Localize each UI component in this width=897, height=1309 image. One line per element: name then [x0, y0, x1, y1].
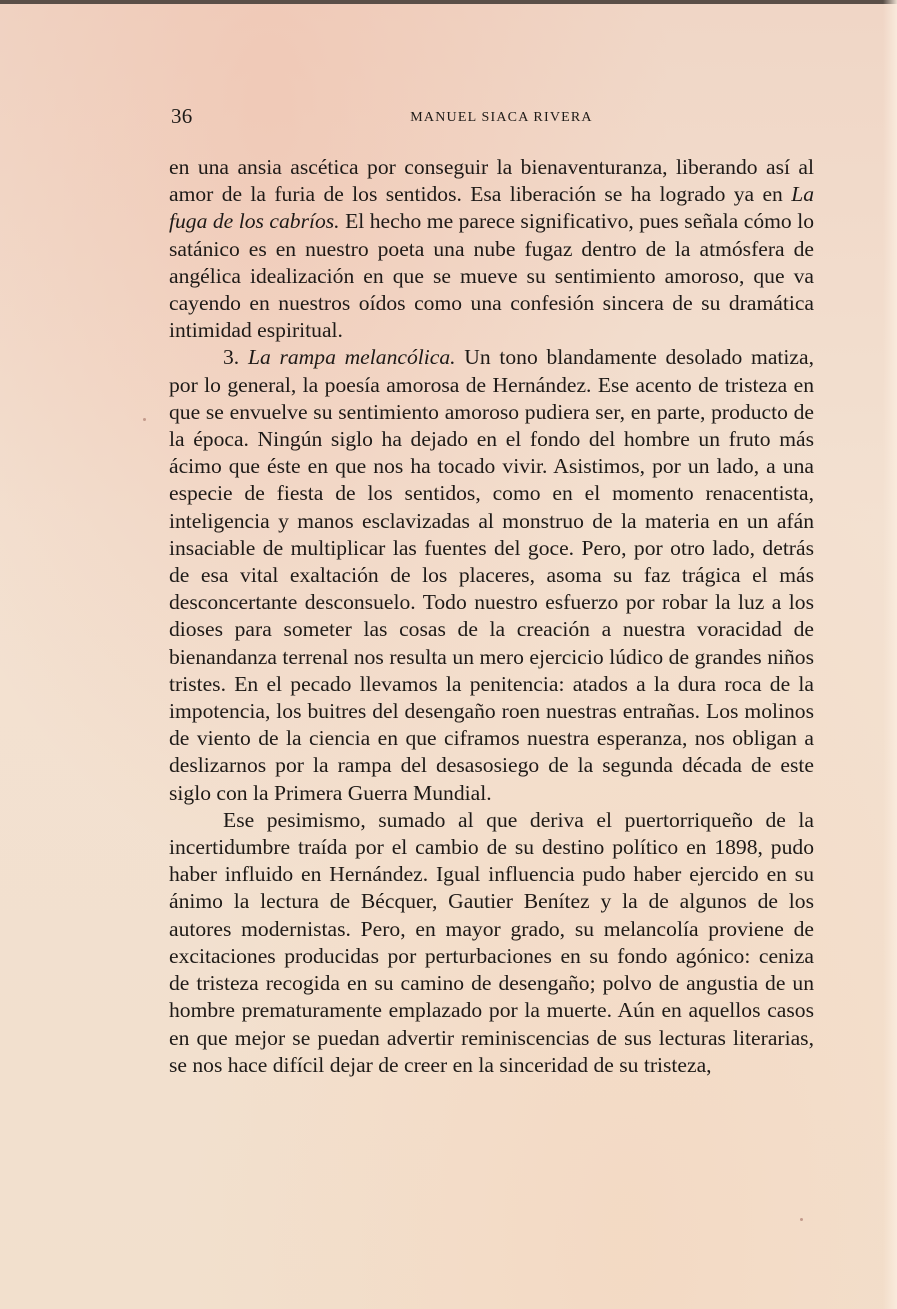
running-head [169, 100, 814, 140]
paragraph-2-text: Un tono blandamente desolado matiza, por lo general, la poesía amorosa de Hernández. Ese acento de tristeza en que se envuelve su sentimiento amoroso pudiera ser, en parte, producto de la época. Ningún siglo ha dejado en el fondo del hombre un fruto más ácimo que éste en que nos ha tocado vivir. Asistimos, por un lado, a una especie de fiesta de los sentidos, como en el momento renacentista, inteligencia y manos esclavizadas al monstruo de la materia en un afán insaciable de multiplicar las fuentes del goce. Pero, por otro lado, detrás de esa vital exaltación de los placeres, asoma su faz trágica el más desconcertante desconsuelo. Todo nuestro esfuerzo por robar la luz a los dioses para someter las cosas de la creación a nuestra voracidad de bienandanza terrenal nos resulta un mero ejercicio lúdico de grandes niños tristes. En el pecado llevamos la penitencia: atados a la dura roca de la impotencia, los buitres del desengaño roen nuestras entrañas. Los molinos de viento de la ciencia en que ciframos nuestra esperanza, nos obligan a deslizarnos por la rampa del desasosiego de la segunda década de este siglo con la Primera Guerra Mundial. [169, 345, 814, 805]
paragraph-1-text-b: El hecho me parece significativo, pues señala cómo lo satánico es en nuestro poeta una nube fugaz dentro de la atmósfera de angélica idealización en que se mueve su sentimiento amoroso, que va cayendo en nuestros oídos como una confesión sincera de su dramática intimidad espiritual. [169, 209, 814, 343]
page-right-edge [883, 0, 897, 1309]
paragraph-2 [169, 344, 814, 806]
section-heading: La rampa melancólica. [247, 345, 456, 370]
paragraph-3: Ese pesimismo, sumado al que deriva el puertorriqueño de la incertidumbre traída por el cambio de su destino político en 1898, pudo haber influido en Hernández. Igual influencia pudo haber ejercido en su ánimo la lectura de Bécquer, Gautier Benítez y la de algunos de los autores modernistas. Pero, en mayor grado, su melancolía proviene de excitaciones producidas por perturbaciones en su fondo agónico: ceniza de tristeza recogida en su camino de desengaño; polvo de angustia de un hombre prematuramente emplazado por la muerte. Aún en aquellos casos en que mejor se puedan advertir reminiscencias de sus lecturas literarias, se nos hace difícil dejar de creer en la sinceridad de su tristeza, [169, 807, 814, 1077]
paragraph-1 [169, 154, 814, 344]
page-top-edge [0, 0, 897, 4]
paper-speck [800, 1218, 803, 1221]
paragraph-1-text-a: en una ansia ascética por conseguir la bienaventuranza, liberando así al amor de la furia de los sentidos. Esa liberación se ha logrado ya en [169, 155, 814, 207]
page-number: 36 [171, 104, 193, 128]
section-number: 3. [223, 345, 248, 370]
running-title: MANUEL SIACA RIVERA [410, 110, 593, 125]
book-page [169, 100, 814, 1079]
paper-speck [143, 418, 146, 421]
book-title-fuga: La fuga de los cabríos. [169, 182, 814, 234]
body-text [169, 154, 814, 1079]
